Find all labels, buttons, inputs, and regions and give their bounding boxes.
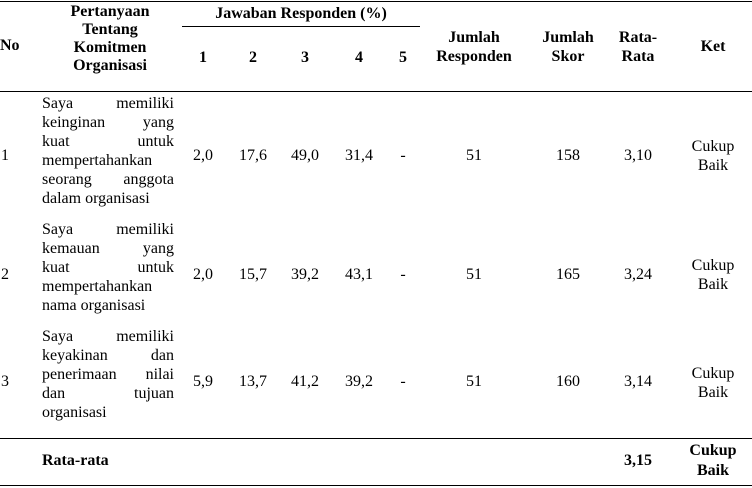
row-value-3: 49,0 (291, 147, 319, 164)
header-jumlah-responden (422, 28, 526, 66)
row-value-4: 43,1 (345, 266, 373, 283)
row-value-1: 2,0 (193, 266, 213, 283)
header-pertanyaan-line: Organisasi (73, 57, 147, 74)
header-jumlah-responden-line: Responden (436, 48, 512, 65)
row-ket-line: Baik (697, 276, 729, 293)
row-skor: 165 (556, 266, 580, 283)
header-bottom-rule (0, 91, 752, 92)
row-responden: 51 (466, 266, 482, 283)
row-ket-line: Baik (697, 384, 729, 401)
question-line: kuat untuk (42, 133, 174, 150)
bottom-rule (0, 485, 752, 486)
question-line: mempertahankan (42, 278, 153, 295)
footer-ket-line: Cukup (689, 442, 737, 459)
row-value-4: 31,4 (345, 147, 373, 164)
row-skor: 158 (556, 147, 580, 164)
question-line: mempertahankan (42, 152, 153, 169)
question-line: seorang anggota (42, 171, 174, 188)
header-pertanyaan (42, 3, 178, 75)
question-line: nama organisasi (42, 297, 146, 314)
footer-ket-line: Baik (696, 462, 729, 479)
header-rata-rata-line: Rata (621, 48, 655, 65)
row-value-1: 2,0 (193, 147, 213, 164)
footer-label: Rata-rata (42, 452, 109, 469)
row-no: 3 (1, 373, 9, 390)
row-question (42, 94, 174, 208)
row-no: 1 (1, 147, 9, 164)
row-ket (674, 364, 752, 402)
row-ket-line: Cukup (691, 257, 735, 274)
question-line: kuat untuk (42, 259, 174, 276)
row-skor: 160 (556, 373, 580, 390)
row-rata: 3,10 (624, 147, 652, 164)
row-ket-line: Cukup (691, 138, 735, 155)
footer-rata: 3,15 (624, 452, 652, 469)
row-rata: 3,14 (624, 373, 652, 390)
header-rata-rata-line: Rata- (618, 29, 658, 46)
question-line: organisasi (42, 404, 107, 421)
header-scale-1: 1 (199, 49, 207, 66)
header-pertanyaan-line: Tentang (82, 21, 138, 38)
row-value-1: 5,9 (193, 373, 213, 390)
question-line: dan tujuan (42, 385, 174, 402)
header-pertanyaan-line: Pertanyaan (70, 3, 150, 20)
row-value-4: 39,2 (345, 373, 373, 390)
row-value-3: 39,2 (291, 266, 319, 283)
row-value-3: 41,2 (291, 373, 319, 390)
row-responden: 51 (466, 147, 482, 164)
question-line: penerimaan nilai (42, 366, 174, 383)
question-line: keyakinan dan (42, 347, 174, 364)
header-jumlah-skor-line: Jumlah (542, 29, 594, 46)
row-value-2: 15,7 (239, 266, 267, 283)
header-jumlah-responden-line: Jumlah (448, 29, 500, 46)
question-line: keinginan yang (42, 114, 174, 131)
row-value-5: - (400, 147, 406, 164)
question-line: Saya memiliki (42, 328, 174, 345)
row-rata: 3,24 (624, 266, 652, 283)
header-no: No (0, 37, 20, 54)
header-pertanyaan-line: Komitmen (73, 39, 147, 56)
header-rata-rata (612, 28, 664, 66)
header-ket: Ket (700, 38, 726, 55)
question-line: dalam organisasi (42, 190, 150, 207)
row-value-5: - (400, 266, 406, 283)
header-scale-5: 5 (399, 49, 407, 66)
row-ket (674, 137, 752, 175)
header-scale-2: 2 (249, 49, 257, 66)
row-responden: 51 (466, 373, 482, 390)
jawaban-underline (182, 26, 420, 27)
header-jumlah-skor-line: Skor (551, 48, 585, 65)
row-question (42, 220, 174, 315)
header-jumlah-skor (532, 28, 604, 66)
row-value-2: 17,6 (239, 147, 267, 164)
header-scale-3: 3 (301, 49, 309, 66)
header-jawaban: Jawaban Responden (%) (215, 5, 387, 22)
row-no: 2 (1, 266, 9, 283)
question-line: kemauan yang (42, 240, 174, 257)
question-line: Saya memiliki (42, 221, 174, 238)
row-value-2: 13,7 (239, 373, 267, 390)
row-ket-line: Cukup (691, 365, 735, 382)
row-ket (674, 256, 752, 294)
row-ket-line: Baik (697, 157, 729, 174)
footer-ket (674, 441, 752, 481)
top-rule (0, 1, 752, 2)
question-line: Saya memiliki (42, 95, 174, 112)
row-question (42, 327, 174, 422)
footer-top-rule (0, 438, 752, 439)
row-value-5: - (400, 373, 406, 390)
header-scale-4: 4 (355, 49, 363, 66)
